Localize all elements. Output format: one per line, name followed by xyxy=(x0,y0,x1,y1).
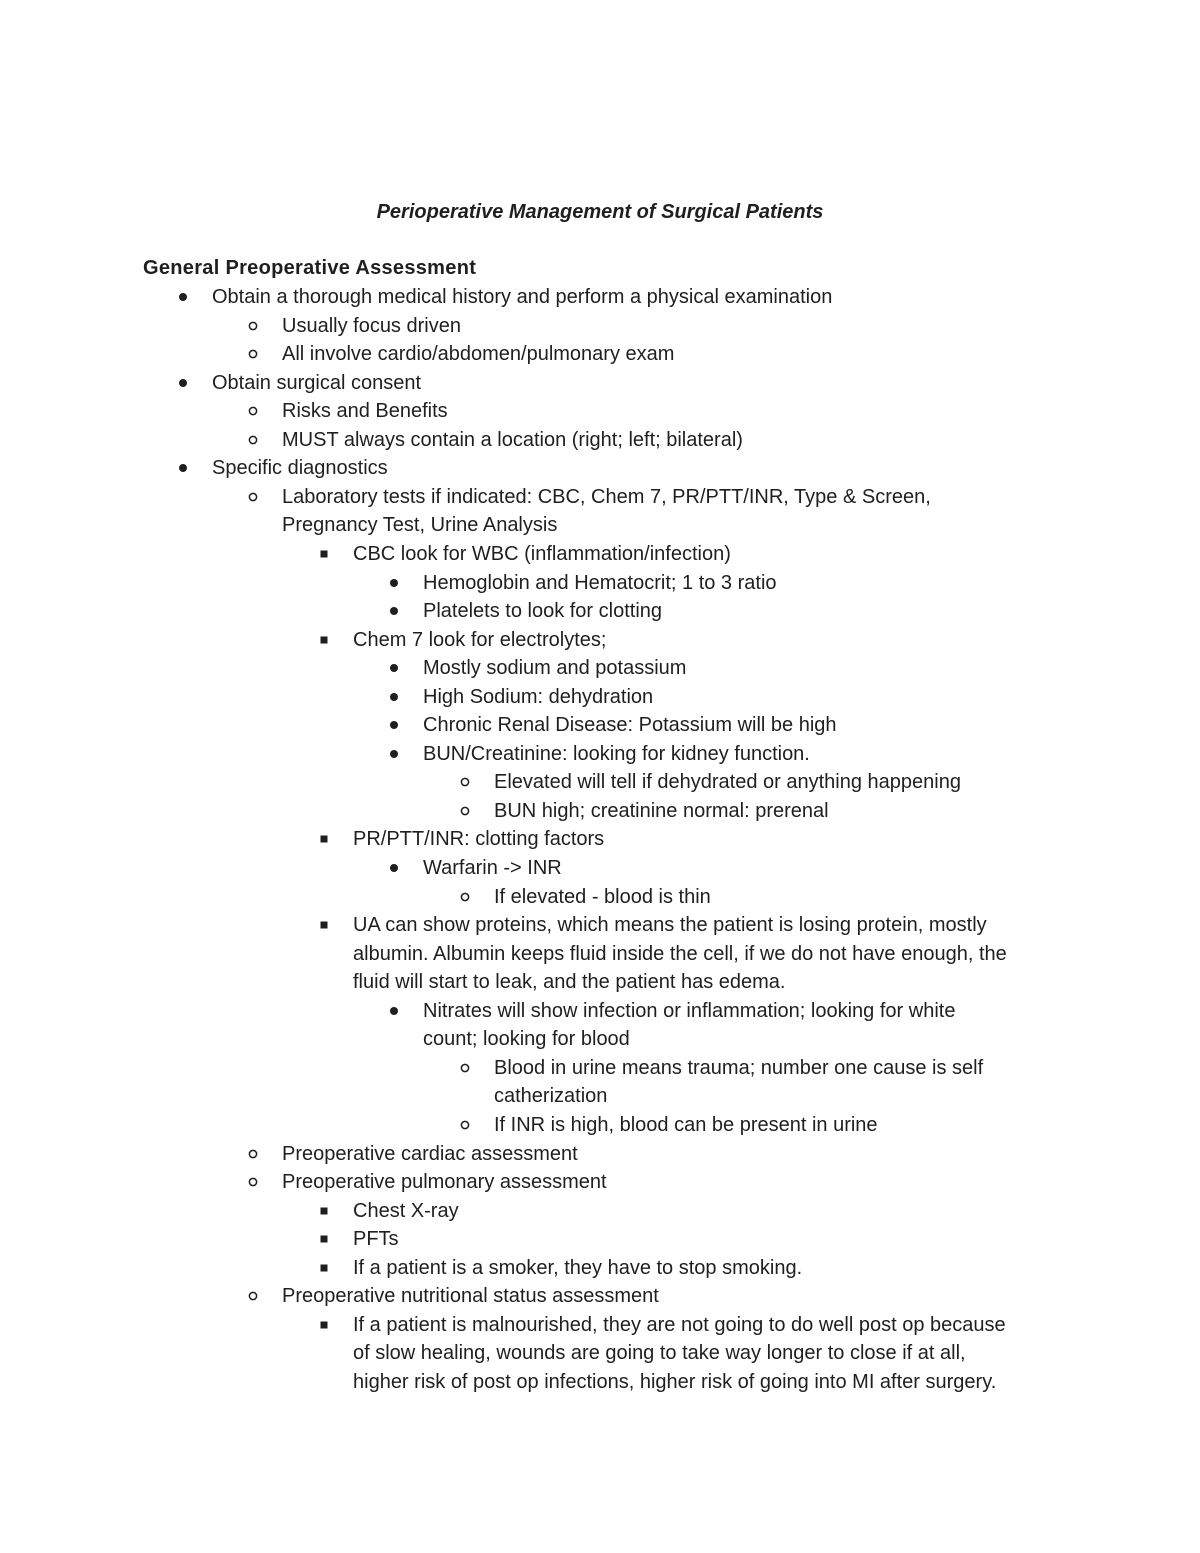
list-item-text: Obtain surgical consent xyxy=(212,371,422,394)
circle-bullet-icon xyxy=(459,776,471,788)
square-bullet-icon xyxy=(318,548,330,560)
list-item-text: If elevated - blood is thin xyxy=(494,885,711,908)
disc-bullet-icon xyxy=(388,605,400,617)
disc-bullet-icon xyxy=(177,377,189,389)
list-item-text: If a patient is malnourished, they are not going to do well post op because xyxy=(353,1313,1006,1336)
list-item-text: If a patient is a smoker, they have to stop smoking. xyxy=(353,1256,803,1279)
disc-bullet-icon xyxy=(177,462,189,474)
list-item-text: PFTs xyxy=(353,1228,399,1251)
list-item-text: Platelets to look for clotting xyxy=(423,600,663,623)
list-item-text: Specific diagnostics xyxy=(212,457,388,480)
list-item-text: Chem 7 look for electrolytes; xyxy=(353,628,607,651)
list-item-text: UA can show proteins, which means the patient is losing protein, mostly xyxy=(353,914,987,937)
disc-bullet-icon xyxy=(388,748,400,760)
list-item-text: albumin. Albumin keeps fluid inside the cell, if we do not have enough, the xyxy=(353,942,1007,965)
list-item-text: of slow healing, wounds are going to take way longer to close if at all, xyxy=(353,1342,966,1365)
disc-bullet-icon xyxy=(388,691,400,703)
circle-bullet-icon xyxy=(247,405,259,417)
square-bullet-icon xyxy=(318,833,330,845)
list-item-text: Preoperative nutritional status assessment xyxy=(282,1285,659,1308)
square-bullet-icon xyxy=(318,1205,330,1217)
list-item-text: fluid will start to leak, and the patient has edema. xyxy=(353,971,786,994)
disc-bullet-icon xyxy=(388,662,400,674)
circle-bullet-icon xyxy=(247,348,259,360)
circle-bullet-icon xyxy=(459,1119,471,1131)
list-item-text: catherization xyxy=(494,1085,608,1108)
disc-bullet-icon xyxy=(388,1005,400,1017)
list-item-text: BUN/Creatinine: looking for kidney function. xyxy=(423,742,810,765)
list-item-text: Mostly sodium and potassium xyxy=(423,657,687,680)
list-item-text: PR/PTT/INR: clotting factors xyxy=(353,828,605,851)
list-item-text: Risks and Benefits xyxy=(282,400,448,423)
list-item-text: Obtain a thorough medical history and perform a physical examination xyxy=(212,286,833,308)
list-item-text: Chest X-ray xyxy=(353,1199,459,1222)
section-heading: General Preoperative Assessment xyxy=(143,257,477,279)
list-item-text: CBC look for WBC (inflammation/infection) xyxy=(353,542,731,565)
list-item-text: Chronic Renal Disease: Potassium will be high xyxy=(423,714,837,737)
list-item-text: Pregnancy Test, Urine Analysis xyxy=(282,514,558,537)
circle-bullet-icon xyxy=(459,805,471,817)
circle-bullet-icon xyxy=(247,1148,259,1160)
list-item-text: High Sodium: dehydration xyxy=(423,685,654,708)
list-item-text: Blood in urine means trauma; number one cause is self xyxy=(494,1056,984,1079)
disc-bullet-icon xyxy=(177,291,189,303)
list-item-text: Hemoglobin and Hematocrit; 1 to 3 ratio xyxy=(423,571,777,594)
circle-bullet-icon xyxy=(247,320,259,332)
list-item-text: Laboratory tests if indicated: CBC, Chem 7, PR/PTT/INR, Type & Screen, xyxy=(282,485,931,508)
list-item-text: Usually focus driven xyxy=(282,314,461,337)
page-title: Perioperative Management of Surgical Patients xyxy=(376,201,824,223)
disc-bullet-icon xyxy=(388,862,400,874)
list-item-text: Preoperative pulmonary assessment xyxy=(282,1171,607,1194)
list-item-text: All involve cardio/abdomen/pulmonary exam xyxy=(282,343,675,366)
square-bullet-icon xyxy=(318,634,330,646)
square-bullet-icon xyxy=(318,1262,330,1274)
list-item-text: count; looking for blood xyxy=(423,1028,630,1051)
circle-bullet-icon xyxy=(459,1062,471,1074)
list-item-text: If INR is high, blood can be present in urine xyxy=(494,1113,878,1136)
circle-bullet-icon xyxy=(459,891,471,903)
circle-bullet-icon xyxy=(247,434,259,446)
circle-bullet-icon xyxy=(247,491,259,503)
list-item-text: Warfarin -> INR xyxy=(423,857,562,879)
list-item-text: Elevated will tell if dehydrated or anything happening xyxy=(494,771,961,794)
square-bullet-icon xyxy=(318,919,330,931)
list-item-text: higher risk of post op infections, higher risk of going into MI after surgery. xyxy=(353,1370,997,1393)
circle-bullet-icon xyxy=(247,1290,259,1302)
list-item-text: Nitrates will show infection or inflammation; looking for white xyxy=(423,999,956,1022)
list-item-text: BUN high; creatinine normal: prerenal xyxy=(494,799,829,822)
square-bullet-icon xyxy=(318,1233,330,1245)
list-item-text: MUST always contain a location (right; left; bilateral) xyxy=(282,428,743,451)
disc-bullet-icon xyxy=(388,577,400,589)
disc-bullet-icon xyxy=(388,719,400,731)
list-item-text: Preoperative cardiac assessment xyxy=(282,1142,578,1165)
square-bullet-icon xyxy=(318,1319,330,1331)
circle-bullet-icon xyxy=(247,1176,259,1188)
